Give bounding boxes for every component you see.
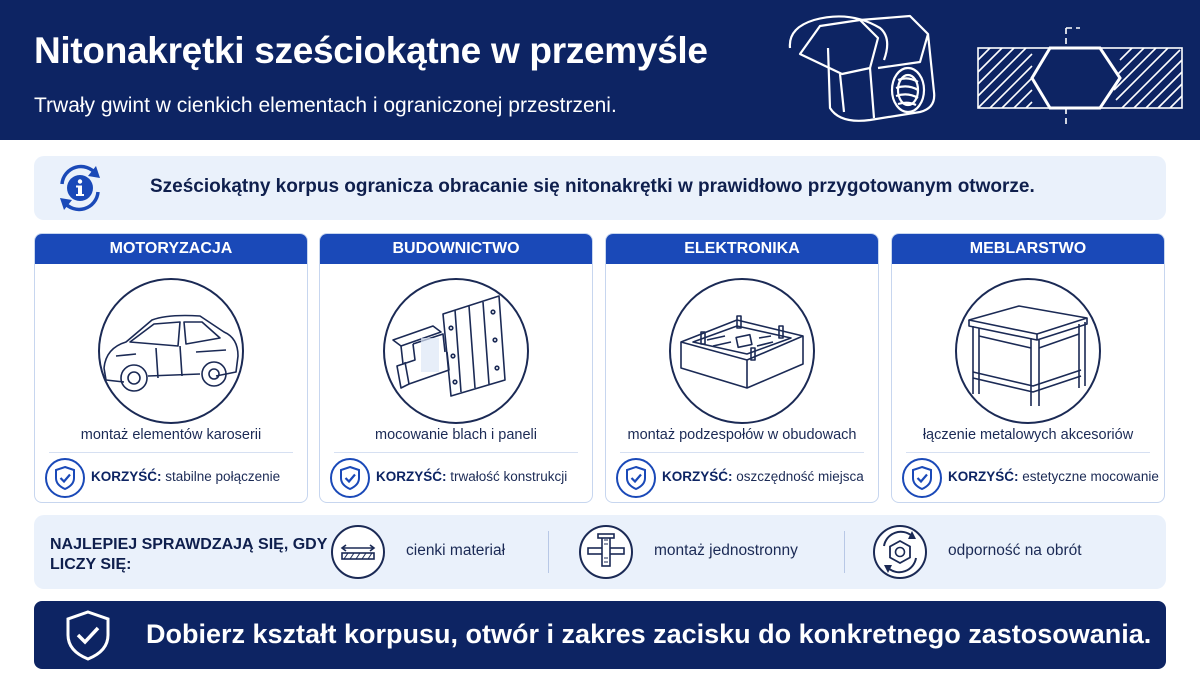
car-body-icon: [96, 276, 246, 426]
electronics-enclosure-icon: [667, 276, 817, 426]
best-item-one-sided: [578, 522, 818, 582]
shield-check-icon: [330, 458, 370, 498]
benefit-text: KORZYŚĆ: oszczędność miejsca: [662, 469, 864, 484]
steel-beam-panel-icon: [381, 276, 531, 426]
header-banner: [0, 0, 1200, 140]
thin-material-icon: [330, 524, 386, 580]
benefit-text: KORZYŚĆ: stabilne połączenie: [91, 469, 281, 484]
one-sided-mount-icon: [578, 524, 634, 580]
card-caption: montaż podzespołów w obudowach: [627, 427, 857, 443]
shield-check-icon: [616, 458, 656, 498]
card-budownictwo: [319, 233, 593, 503]
card-benefit: [330, 458, 585, 498]
card-benefit: [45, 458, 300, 498]
card-elektronika: [605, 233, 879, 503]
info-rotate-icon: [52, 160, 108, 216]
best-item-thin-material: [330, 522, 530, 582]
card-motoryzacja: [34, 233, 308, 503]
card-title: MEBLARSTWO: [892, 234, 1164, 264]
card-title: MOTORYZACJA: [35, 234, 307, 264]
separator: [844, 531, 845, 573]
info-text: Sześciokątny korpus ogranicza obracanie się nitonakrętki w prawidłowo przygotowanym otworze.: [150, 176, 1035, 197]
best-item-rotation: [872, 522, 1112, 582]
benefit-text: KORZYŚĆ: estetyczne mocowanie: [948, 469, 1159, 484]
page-subtitle: Trwały gwint w cienkich elementach i ograniczonej przestrzeni.: [34, 94, 617, 117]
rotation-resistance-icon: [872, 524, 928, 580]
card-caption: montaż elementów karoserii: [80, 427, 262, 443]
metal-table-icon: [953, 276, 1103, 426]
separator: [548, 531, 549, 573]
benefit-text: KORZYŚĆ: trwałość konstrukcji: [376, 469, 568, 484]
best-item-label: cienki materiał: [406, 542, 506, 559]
card-title: BUDOWNICTWO: [320, 234, 592, 264]
shield-check-icon: [45, 458, 85, 498]
shield-check-icon: [902, 458, 942, 498]
card-divider: [334, 452, 578, 453]
card-divider: [49, 452, 293, 453]
card-benefit: [902, 458, 1157, 498]
card-caption: mocowanie blach i paneli: [374, 427, 537, 443]
card-caption: łączenie metalowych akcesoriów: [922, 427, 1134, 443]
best-use-label: NAJLEPIEJ SPRAWDZAJĄ SIĘ, GDY LICZY SIĘ:: [50, 536, 328, 573]
page-title: Nitonakrętki sześciokątne w przemyśle: [34, 30, 708, 71]
best-item-label: montaż jednostronny: [654, 542, 798, 559]
shield-check-icon: [64, 609, 112, 661]
card-title: ELEKTRONIKA: [606, 234, 878, 264]
best-item-label: odporność na obrót: [948, 542, 1082, 559]
footer-text: Dobierz kształt korpusu, otwór i zakres zacisku do konkretnego zastosowania.: [146, 619, 1152, 649]
hex-rivet-nut-icon: [770, 8, 1190, 132]
card-meblarstwo: [891, 233, 1165, 503]
footer-banner: [34, 601, 1166, 669]
best-use-bar: [34, 515, 1166, 589]
card-divider: [620, 452, 864, 453]
card-benefit: [616, 458, 871, 498]
card-divider: [906, 452, 1150, 453]
info-banner: [34, 156, 1166, 220]
